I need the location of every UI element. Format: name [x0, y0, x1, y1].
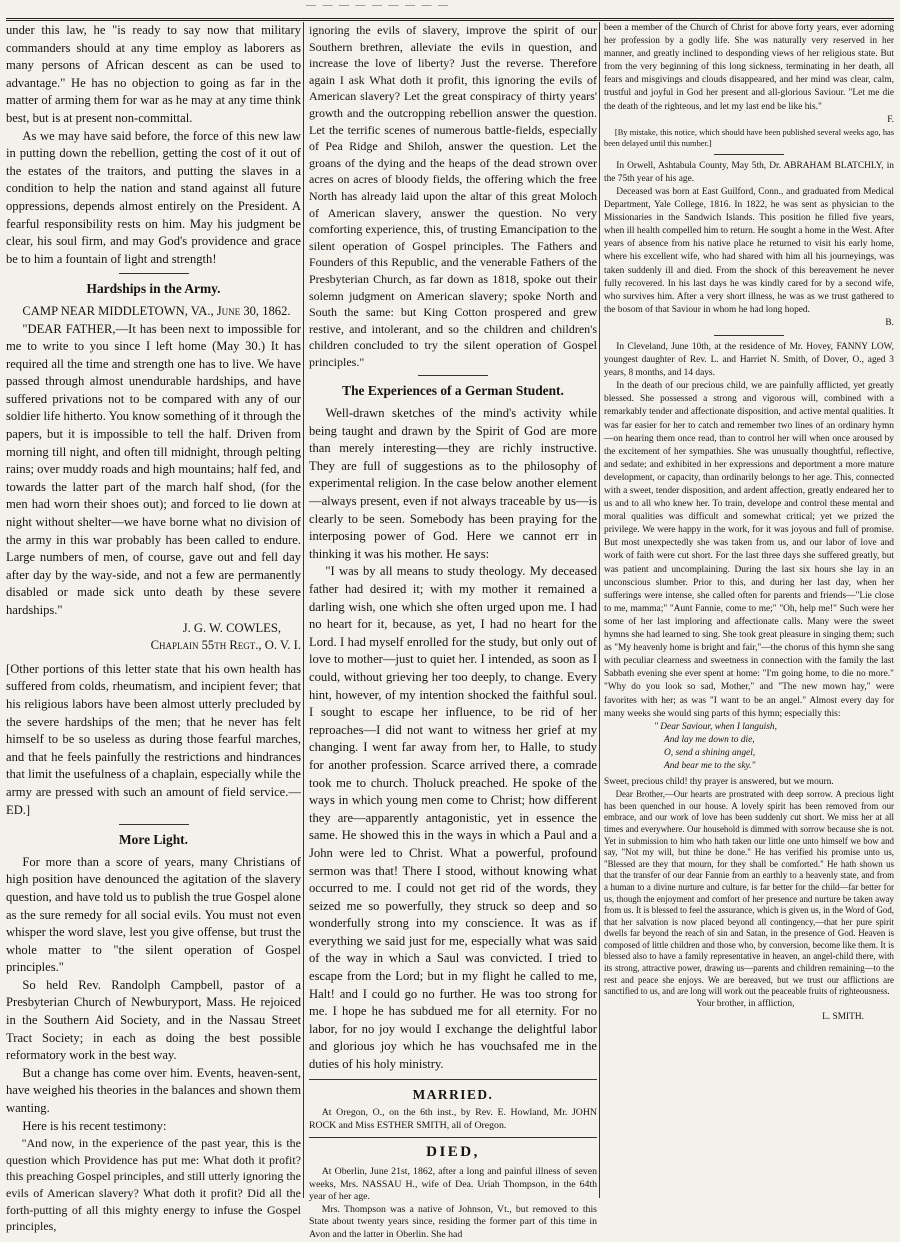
paragraph: Well-drawn sketches of the mind's activity while being taught and drawn by the Spirit of God are more than merely interesting—they are richly instructive. They are full of suggestions as to the philosophy of experimental religion. In the case below another element—always present, even if not always traceable by us—is clearly to be seen. Somebody has been praying for the interposing power of God. Here we cannot err in thinking it was his mother. He says: [309, 406, 597, 561]
editor-note: [By mistake, this notice, which should have been published several weeks ago, has been delayed until this number.] [604, 127, 894, 148]
column-rule [599, 22, 600, 1198]
signature: Chaplain 55th Regt., O. V. I. [150, 638, 301, 653]
quotation: ignoring the evils of slavery, improve the spirit of our Southern brethren, alleviate the evils in question, and increase the love of liberty? Just the reverse. Therefore again I ask What doth it profit, this ignoring the evils of American slavery? Let the great conspiracy of thirty years' growth and the outcropping rebellion answer the question. Let the terrific scenes of numerous battle-fields, especially of Pea Ridge and Shiloh, answer the question. Let the groans of the dying and the heaps of the dead strown over acres on acres of bloody fields, the offering which the free North has already laid upon the altar of this great Moloch of American slavery, answer the question. No very comforting experience, this, of trusting Emancipation to the silent operation of Gospel principles. The Fathers and Founders of this Republic, and the venerable Fathers of the Presbyterian Church, as far down as 1818, spoke out their solemn judgment on American slavery; spoke North and South the same: but King Cotton prospered and grew restive, and intolerant, and so the children and children's children concluded to try the silent operation of Gospel principles." [309, 23, 597, 369]
paragraph: under this law, he "is ready to say now that military commanders should at any time employ as laborers as many persons of African descent as can be used to advantage." He has no objection to going as far in the matter of arming them for war as he may at any time think best, but is at present non-committal. [6, 23, 301, 125]
column-2 [309, 22, 597, 1240]
divider [119, 273, 189, 274]
death-notice: In Cleveland, June 10th, at the residence of Mr. Hovey, FANNY LOW, youngest daughter of Rev. L. and Harriet N. Smith, of Dover, O., aged 3 years, 8 months, and 14 days. [604, 341, 894, 379]
obituary: In the death of our precious child, we are painfully afflicted, yet greatly blessed. She possessed a strong and vigorous will, combined with a remarkably tender and affectionate disposition, and active mental qualities. It was far easier for her to catch and remember two lines of an ordinary hymn—on hearing them once read, than to control her will when once aroused by the excitement of her sympathies. She was unusually thoughtful, reflective, and sedate; and exhibited in her expressions and deportment a more mature development, or capacity, than ordinarily belongs to her age. This, connected with a sweet, tender disposition, and ardent affection, greatly endeared her to us and to all who knew her. To train, develope and control these mental and moral qualities was difficult and somewhat critical; yet we prized the privilege. We were happy in the work, for it was joyous and full of promise. But most unexpectedly she was taken from us, and our labor of love and work of faith were cut short. For the last three days she suffered greatly, but was patient and uncomplaining. During the last six hours she lay in an unconscious slumber. Prior to this, and during her last day, when her sufferings were intense, she called often for parents and friends—"Lie close to me, mamma;" "Aunt Fannie, come to me;" "Oh, help me!" Such were her some of her last imploring and affectionate calls. Many were the sweet hymns she had learned to sing. She took great pleasure in singing them; such as "My heavenly home is bright and fair,"—the chorus of this hymn she sang with peculiar clearness and sweetness in connection with the family the last Sabbath evening she ever spent at home: "I'm going home, to die no more." "Why do you look so sad, Mother," and "The new mown hay," were favorites with her; as was "I want to be an angel." Almost every day for many weeks she would sing parts of this hymn; especially this: [604, 381, 894, 719]
article-heading: The Experiences of a German Student. [342, 383, 564, 399]
poem-line: And bear me to the sky." [664, 760, 756, 771]
closing: Your brother, in affliction, [696, 998, 795, 1009]
editor-note: [Other portions of this letter state that his own health has suffered from colds, rheumatism, and incipient fever; that his religious labors have been almost utterly precluded by the severe hardships of the men; that he never has felt himself to be so useless as during those fearful marches, and that he feels painfully the restrictions and hindrances that limit the usefulness of a chaplain, especially while the army are pressed with such an amount of field service.—ED.] [6, 661, 301, 817]
death-notice: Mrs. Thompson was a native of Johnson, Vt., but removed to this State about twenty years since, residing the former part of this time in Avon and the latter in Oberlin. She had [309, 1203, 597, 1240]
divider [714, 335, 784, 336]
quotation: "And now, in the experience of the past year, this is the question which Providence has put me: What doth it profit? this preaching Gospel principles, and still utterly ignoring the evils of American slavery? What doth it profit? Did all the forth-putting of all this mighty energy to infuse the Gospel principles, [6, 1136, 301, 1234]
letter: Dear Brother,—Our hearts are prostrated with deep sorrow. A precious light has been quenched in our house. A lovely spirit has been removed from our embrace, and our work of love has been suddenly cut short. We miss her at all times and everywhere. Our household is dimmed with sorrow because she is not. Yet in submission to him who hath taken our little one unto himself we bow and say, "Not my will, but thine be done." He has verified his promise unto us, "Blessed are they that mourn, for they shall be comforted." He hath shown us that the transfer of our dear Fannie from an earthly to a heavenly state, and from a human to a divine nurture and culture, is far better for the child—far better for us, though the enjoyment and comfort of her presence and nurture be taken away from us. It is blessed to feel the assurance, which is given us, in the Word of God, that her salvation is now placed beyond all contingency,—that her pure spirit dwells far beyond the reach of sin and Satan, in the presence of God. Heaven is composed of little children and those who, by conversion, become like them. It is blessed also to have a family representative in heaven, an angel-child there, with its strong, attractive power, drawing us—parents and children remaining—to the rest and peace she enjoys. We are bereaved, but we trust our afflictions are sanctified to us, and are long will work out the peaceable fruits of righteousness. [604, 789, 894, 997]
quotation: "I was by all means to study theology. My deceased father had desired it; with my mother it remained a darling wish, one which she often urged upon me. I had no heart for it, because, as yet, I had no heart for the Lord. I had myself enrolled for the study, but only out of love to mother—just to quiet her. I intended, as soon as I could, without grieving her too deeply, to change. Every hint, however, of my intention shocked the faithful soul. I sought to escape her influence, to be rid of her reproaches—I did not want to witness her grief at my changing. I went far away from her, to Halle, to study for another profession. Scarce arrived there, a comrade took me to church. Tholuck preached. He spoke of the ways in which young men come to Christ; how different they are—apparently antagonistic, yet in essence the same. He showed this in the ways in which a Paul and a John were led to Christ. What a powerful, profound sermon was that! There I stood, without knowing what occurred to me. I could not get rid of the words, they seized me so powerfully, they struck so deep and so wonderfully strong into my conscience. It was as if everything we said just for me, especially what was said of the way in which a Saul was convicted. I tried to escape from the Lord; but in my flight he called to me, Halt! and I could go no further. He was too strong for me. I hope he has subdued me for all eternity. For no labor, for no joy would I exchange the delightful labor and glorious joy which he has vouchsafed me in the duties of his holy ministry. [309, 564, 597, 1072]
death-notice: In Orwell, Ashtabula County, May 5th, Dr. ABRAHAM BLATCHLY, in the 75th year of his age. [604, 160, 894, 184]
paragraph: But a change has come over him. Events, heaven-sent, have weighed his theories in the balances and shown them wanting. [6, 1065, 301, 1116]
paragraph: For more than a score of years, many Christians of high position have denounced the agitation of the slavery question, and have told us to publish the true Gospel alone as the sure remedy for all social evils. You must not even whisper the word slave, lest you give offense, but trust the whole matter to "the silent operation of Gospel principles." [6, 854, 301, 975]
column-rule [303, 22, 304, 1198]
initial-signature: B. [885, 317, 894, 328]
marriage-notice: At Oregon, O., on the 6th inst., by Rev. E. Howland, Mr. JOHN ROCK and Miss ESTHER SMITH, all of Oregon. [309, 1107, 597, 1131]
poem-line: O, send a shining angel, [664, 747, 756, 758]
paragraph: Sweet, precious child! thy prayer is answered, but we mourn. [604, 777, 834, 788]
masthead-fragment: — — — — — — — — — [306, 0, 450, 11]
paragraph: So held Rev. Randolph Campbell, pastor of a Presbyterian Church of Newburyport, Mass. He rejoiced in the Southern Aid Society, and in the Nassau Street Tract Society; in each as doing the best possible reformatory work in the best way. [6, 977, 301, 1063]
divider [309, 1137, 597, 1138]
divider [714, 154, 784, 155]
death-notice: been a member of the Church of Christ for above forty years, ever adorning her profession by a godly life. She was naturally very reserved in her manner, and greatly inclined to desponding views of her religious state. But from the very beginning of this long sickness, terminating in her death, all fears and misgivings and clouds disappeared, and her mind was clear, calm, trustful and joyful in God her present and all-glorious Saviour. "Let me die the death of the righteous, and let my last end be like his." [604, 23, 894, 112]
dateline: CAMP NEAR MIDDLETOWN, VA., June 30, 1862. [22, 303, 291, 318]
signature: L. SMITH. [822, 1011, 864, 1022]
divider [309, 1079, 597, 1080]
signature: J. G. W. COWLES, [182, 620, 281, 635]
column-3 [604, 22, 894, 1198]
paragraph: "DEAR FATHER,—It has been next to impossible for me to write to you since I left home (May 30.) It has required all the time and strength one has to live. We have passed through almost unendurable hardships, and have suffered privations not to be compared with any of our soldier life hitherto. You know something of it through the papers, but it is impossible to tell the half. Driven from morning till night, and often till midnight, through pelting rains; over muddy roads and high mountains; half fed, and towards the latter part of the march half shod, (for the men had worn their shoes out); and forced to lie down at night without shelter—we have borne what no division of the army in this war probably has been called to endure. Large numbers of men, of course, gave out and fell day after day by the way-side, and not a few are permanently disabled or made sick unto death by these severe hardships." [6, 321, 301, 617]
obituary: Deceased was born at East Guilford, Conn., and graduated from Medical Department, Yale College, 1816. In 1822, he was sent as physician to the Missionaries in the Sandwich Islands. This position he filled five years, when ill health compelled him to return. He sought a home in the West. After years of absence from his native place he returned to visit his early home, where his excellent wife, who had shared with him all his journeyings, was taken suddenly ill and died. From the shock of this bereavement he never fully recovered. In his last days he was kindly cared for by a second wife, who survives him. After a very short illness, he was as we trust gathered to the bosom of that Saviour in whom he had long hoped. [604, 186, 894, 315]
initial-signature: F. [887, 114, 894, 125]
poem-line: And lay me down to die, [664, 734, 755, 745]
death-notice: At Oberlin, June 21st, 1862, after a long and painful illness of seven weeks, Mrs. NASSAU H., wife of Dea. Uriah Thompson, in the 64th year of her age. [309, 1166, 597, 1203]
section-heading-married: MARRIED. [412, 1086, 494, 1102]
divider [418, 375, 488, 376]
poem-line: " Dear Saviour, when I languish, [654, 721, 777, 732]
column-1 [6, 22, 301, 1234]
article-heading: More Light. [119, 832, 188, 848]
paragraph: As we may have said before, the force of this new law in putting down the rebellion, getting the cost of it out of the estates of the traitors, and putting the slaves in a condition to help the nation and stand against all future oppressions, depends almost entirely on the President. A fearful responsibility rests on him. May his judgment be clear, his soul firm, and may God's providence and grace be to him a fountain of light and strength! [6, 128, 301, 266]
article-heading: Hardships in the Army. [86, 281, 221, 297]
section-heading-died: DIED, [426, 1144, 480, 1161]
paragraph: Here is his recent testimony: [22, 1118, 167, 1133]
divider [119, 824, 189, 825]
masthead-rule [6, 2, 894, 21]
